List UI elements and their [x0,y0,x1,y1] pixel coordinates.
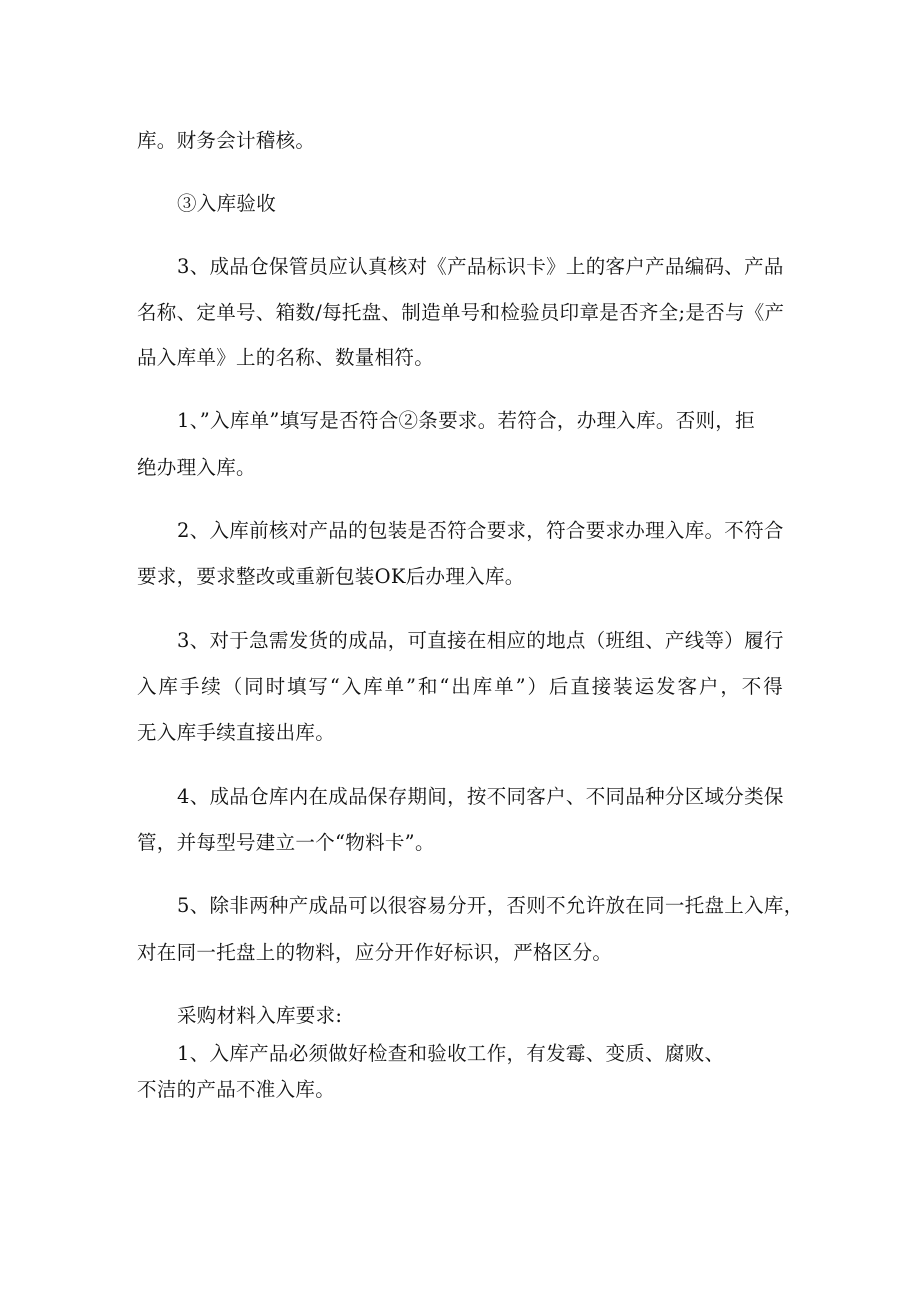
text-line: 名称、定单号、箱数/每托盘、制造单号和检验员印章是否齐全;是否与《产 [137,301,785,324]
text-line: 管，并每型号建立一个“物料卡”。 [137,831,435,854]
text-line: 3、成品仓保管员应认真核对《产品标识卡》上的客户产品编码、产品 [177,255,784,278]
text-line: 对在同一托盘上的物料，应分开作好标识，严格区分。 [137,941,613,964]
text-line: 库。财务会计稽核。 [137,129,316,152]
text-line: 1、入库产品必须做好检查和验收工作，有发霉、变质、腐败、 [177,1042,725,1065]
text-line: 不洁的产品不准入库。 [137,1078,336,1101]
text-line: 4、成品仓库内在成品保存期间，按不同客户、不同品种分区域分类保 [177,785,784,808]
text-line: 2、入库前核对产品的包装是否符合要求，符合要求办理入库。不符合 [177,519,784,542]
text-line: 1、”入库单”填写是否符合②条要求。若符合，办理入库。否则，拒 [177,409,755,432]
section-heading: ③入库验收 [177,192,277,215]
text-line: 入库手续（同时填写“入库单”和“出库单”）后直接装运发客户，不得 [137,675,783,698]
section-heading: 采购材料入库要求: [177,1004,343,1027]
text-line: 要求，要求整改或重新包装OK后办理入库。 [137,565,525,588]
text-line: 5、除非两种产成品可以很容易分开，否则不允许放在同一托盘上入库， [177,894,804,917]
text-line: 3、对于急需发货的成品，可直接在相应的地点（班组、产线等）履行 [177,629,784,652]
text-line: 绝办理入库。 [137,456,256,479]
text-line: 品入库单》上的名称、数量相符。 [137,346,435,369]
text-line: 无入库手续直接出库。 [137,721,336,744]
